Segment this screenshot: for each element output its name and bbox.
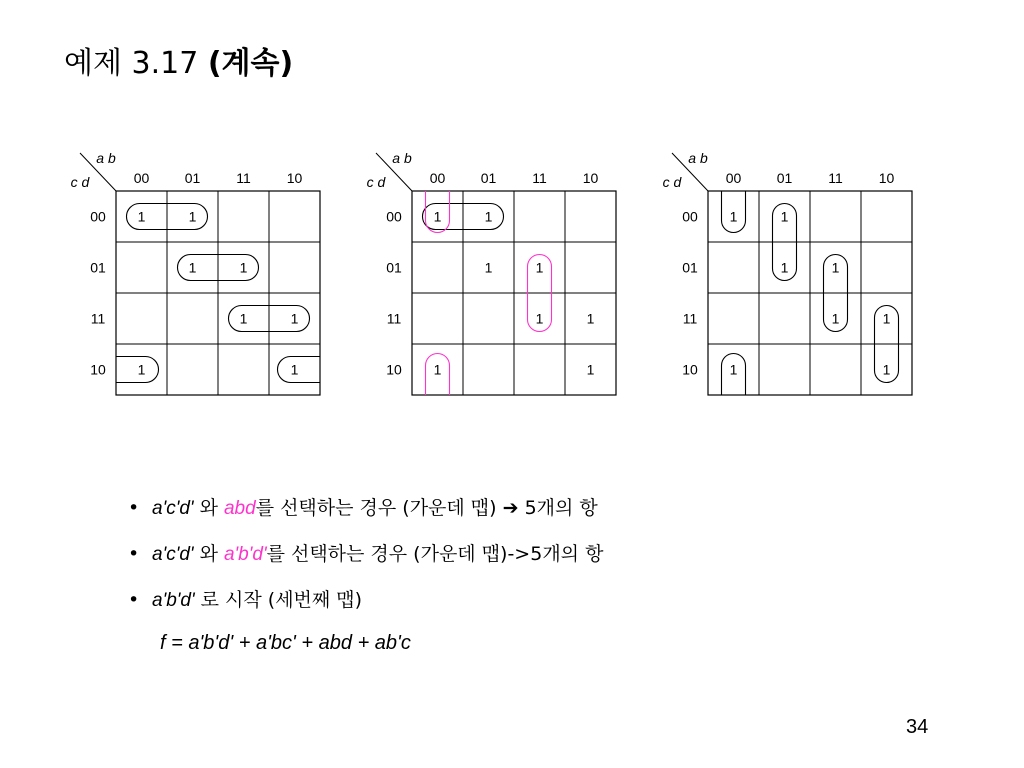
row-header: 10 <box>90 361 106 378</box>
row-header: 01 <box>90 259 106 276</box>
row-header: 00 <box>682 208 698 225</box>
kmap-cell-value: 1 <box>882 310 891 327</box>
bullet-text: 를 선택하는 경우 (가운데 맵) <box>255 497 503 519</box>
col-header: 01 <box>184 170 201 186</box>
kmap-cell-value: 1 <box>290 310 299 327</box>
col-header: 10 <box>878 170 895 186</box>
row-header: 11 <box>90 310 106 327</box>
bullet-highlight-term: abd <box>223 498 256 519</box>
col-header: 10 <box>582 170 599 186</box>
bullet-text: 를 선택하는 경우 (가운데 맵)->5개의 항 <box>266 543 604 565</box>
kmap-cell-value: 1 <box>729 208 738 225</box>
col-header: 00 <box>133 170 150 186</box>
kmap-cell-value: 1 <box>239 310 248 327</box>
title-sub: (계속) <box>207 46 294 81</box>
bullet-term: a'c'd' <box>152 498 194 519</box>
kmap-right <box>658 146 928 406</box>
kmap-left-svg <box>66 146 336 406</box>
bullet-dot: • <box>128 543 140 565</box>
col-header: 11 <box>236 170 251 186</box>
kmap-cell-value: 1 <box>433 208 442 225</box>
kmap-right-svg <box>658 146 928 406</box>
kmap-cell-value: 1 <box>188 208 197 225</box>
ab-label: a b <box>96 150 116 166</box>
kmap-cell-value: 1 <box>831 259 840 276</box>
page-number: 34 <box>906 716 929 738</box>
kmap-cell-value: 1 <box>535 259 544 276</box>
arrow-icon: ➔ <box>502 497 519 519</box>
col-header: 01 <box>480 170 497 186</box>
bullet-dot: • <box>128 497 140 519</box>
kmap-cell-value: 1 <box>239 259 248 276</box>
row-header: 00 <box>386 208 402 225</box>
kmap-cell-value: 1 <box>484 208 493 225</box>
kmap-cell-value: 1 <box>729 361 738 378</box>
kmap-cell-value: 1 <box>882 361 891 378</box>
cd-label: c d <box>70 174 90 190</box>
kmap-middle <box>362 146 632 406</box>
row-header: 01 <box>386 259 402 276</box>
cd-label: c d <box>366 174 386 190</box>
kmap-left <box>66 146 336 406</box>
row-header: 10 <box>386 361 402 378</box>
col-header: 00 <box>429 170 446 186</box>
kmap-cell-value: 1 <box>535 310 544 327</box>
title-main: 예제 3.17 <box>64 46 199 81</box>
bullet-tail: 5개의 항 <box>518 497 598 519</box>
kmap-cell-value: 1 <box>137 208 146 225</box>
col-header: 11 <box>532 170 547 186</box>
bullet-dot: • <box>128 589 140 611</box>
bullet-term: a'b'd' <box>152 590 195 611</box>
kmap-cell-value: 1 <box>290 361 299 378</box>
kmap-middle-svg <box>362 146 632 406</box>
ab-label: a b <box>688 150 708 166</box>
bullet-term: a'c'd' <box>152 544 194 565</box>
kmap-cell-value: 1 <box>780 259 789 276</box>
formula: f = a'b'd' + a'bc' + abd + ab'c <box>160 632 411 654</box>
kmap-cell-value: 1 <box>433 361 442 378</box>
bullet-word: 와 <box>199 543 218 565</box>
row-header: 00 <box>90 208 106 225</box>
ab-label: a b <box>392 150 412 166</box>
col-header: 11 <box>828 170 843 186</box>
kmap-cell-value: 1 <box>586 361 595 378</box>
col-header: 00 <box>725 170 742 186</box>
row-header: 11 <box>682 310 698 327</box>
col-header: 01 <box>776 170 793 186</box>
row-header: 11 <box>386 310 402 327</box>
group-loop <box>278 357 321 383</box>
kmap-cell-value: 1 <box>586 310 595 327</box>
bullet-highlight-term: a'b'd' <box>223 544 267 565</box>
bullet-word: 와 <box>199 497 218 519</box>
kmap-cell-value: 1 <box>484 259 493 276</box>
row-header: 01 <box>682 259 698 276</box>
kmap-cell-value: 1 <box>137 361 146 378</box>
row-header: 10 <box>682 361 698 378</box>
page-title <box>64 44 293 84</box>
kmap-cell-value: 1 <box>831 310 840 327</box>
col-header: 10 <box>286 170 303 186</box>
kmap-cell-value: 1 <box>780 208 789 225</box>
bullet-text: 로 시작 (세번째 맵) <box>200 589 363 611</box>
kmap-cell-value: 1 <box>188 259 197 276</box>
cd-label: c d <box>662 174 682 190</box>
